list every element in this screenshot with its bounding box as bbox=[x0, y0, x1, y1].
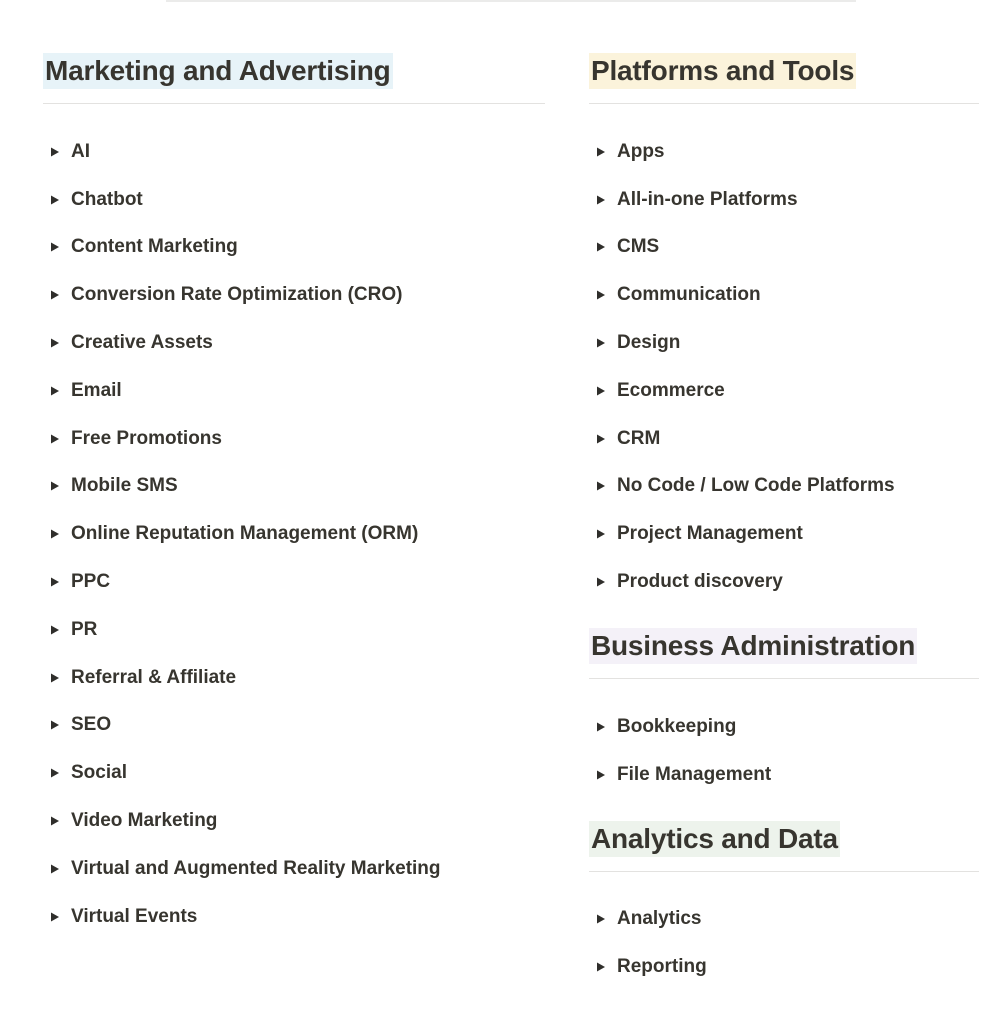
toggle-triangle-icon[interactable] bbox=[43, 577, 71, 587]
toggle-triangle-icon[interactable] bbox=[589, 242, 617, 252]
toggle-list-business bbox=[589, 679, 979, 799]
toggle-item-label: Social bbox=[71, 762, 127, 784]
toggle-item-label: Video Marketing bbox=[71, 810, 218, 832]
toggle-triangle-icon[interactable] bbox=[589, 914, 617, 924]
toggle-item-label: Product discovery bbox=[617, 571, 783, 593]
section-heading-wrap bbox=[589, 628, 979, 679]
toggle-triangle-icon[interactable] bbox=[589, 195, 617, 205]
toggle-triangle-icon[interactable] bbox=[589, 338, 617, 348]
toggle-triangle-icon[interactable] bbox=[43, 529, 71, 539]
toggle-item[interactable] bbox=[589, 271, 979, 319]
toggle-item[interactable] bbox=[43, 176, 545, 224]
toggle-item[interactable] bbox=[43, 271, 545, 319]
toggle-item-label: Communication bbox=[617, 284, 761, 306]
toggle-triangle-icon[interactable] bbox=[43, 912, 71, 922]
section-heading-wrap bbox=[589, 821, 979, 872]
toggle-item-label: Project Management bbox=[617, 523, 803, 545]
toggle-item-label: Design bbox=[617, 332, 681, 354]
toggle-item-label: Ecommerce bbox=[617, 379, 725, 401]
toggle-item[interactable] bbox=[43, 224, 545, 272]
toggle-item-label: AI bbox=[71, 140, 90, 162]
toggle-item-label: Analytics bbox=[617, 908, 702, 930]
toggle-triangle-icon[interactable] bbox=[43, 242, 71, 252]
right-column bbox=[589, 53, 979, 991]
toggle-item-label: Chatbot bbox=[71, 188, 143, 210]
toggle-triangle-icon[interactable] bbox=[589, 386, 617, 396]
section-marketing-and-advertising bbox=[43, 53, 545, 941]
toggle-triangle-icon[interactable] bbox=[43, 816, 71, 826]
section-analytics-and-data bbox=[589, 821, 979, 992]
toggle-item[interactable] bbox=[589, 128, 979, 176]
toggle-list-analytics bbox=[589, 872, 979, 992]
toggle-triangle-icon[interactable] bbox=[589, 770, 617, 780]
toggle-item[interactable] bbox=[589, 463, 979, 511]
toggle-item[interactable] bbox=[43, 367, 545, 415]
toggle-item-label: Mobile SMS bbox=[71, 475, 178, 497]
section-platforms-and-tools bbox=[589, 53, 979, 606]
section-heading-marketing: Marketing and Advertising bbox=[43, 53, 393, 89]
section-business-administration bbox=[589, 628, 979, 799]
toggle-item-label: Email bbox=[71, 379, 122, 401]
toggle-item-label: Free Promotions bbox=[71, 427, 222, 449]
toggle-item-label: Conversion Rate Optimization (CRO) bbox=[71, 284, 403, 306]
toggle-triangle-icon[interactable] bbox=[43, 864, 71, 874]
toggle-item-label: All-in-one Platforms bbox=[617, 188, 798, 210]
toggle-triangle-icon[interactable] bbox=[589, 529, 617, 539]
toggle-item[interactable] bbox=[589, 510, 979, 558]
toggle-item[interactable] bbox=[43, 702, 545, 750]
toggle-item[interactable] bbox=[43, 797, 545, 845]
toggle-item-label: Referral & Affiliate bbox=[71, 666, 237, 688]
toggle-triangle-icon[interactable] bbox=[589, 577, 617, 587]
toggle-list-marketing bbox=[43, 104, 545, 941]
toggle-item[interactable] bbox=[589, 896, 979, 944]
section-heading-wrap bbox=[43, 53, 545, 104]
toggle-list-platforms bbox=[589, 104, 979, 606]
toggle-triangle-icon[interactable] bbox=[589, 722, 617, 732]
toggle-item-label: PR bbox=[71, 618, 98, 640]
toggle-triangle-icon[interactable] bbox=[43, 338, 71, 348]
section-heading-wrap bbox=[589, 53, 979, 104]
toggle-item[interactable] bbox=[43, 415, 545, 463]
toggle-item[interactable] bbox=[589, 176, 979, 224]
toggle-item[interactable] bbox=[589, 558, 979, 606]
toggle-triangle-icon[interactable] bbox=[43, 481, 71, 491]
toggle-triangle-icon[interactable] bbox=[43, 195, 71, 205]
toggle-item-label: Bookkeeping bbox=[617, 715, 737, 737]
toggle-item-label: Creative Assets bbox=[71, 332, 213, 354]
toggle-item[interactable] bbox=[43, 319, 545, 367]
toggle-item[interactable] bbox=[43, 749, 545, 797]
toggle-item-label: SEO bbox=[71, 714, 112, 736]
toggle-item[interactable] bbox=[43, 510, 545, 558]
toggle-triangle-icon[interactable] bbox=[589, 481, 617, 491]
toggle-item-label: PPC bbox=[71, 571, 111, 593]
toggle-triangle-icon[interactable] bbox=[43, 386, 71, 396]
toggle-item[interactable] bbox=[43, 654, 545, 702]
toggle-triangle-icon[interactable] bbox=[589, 290, 617, 300]
toggle-triangle-icon[interactable] bbox=[43, 290, 71, 300]
toggle-triangle-icon[interactable] bbox=[589, 962, 617, 972]
toggle-triangle-icon[interactable] bbox=[43, 625, 71, 635]
toggle-item[interactable] bbox=[43, 128, 545, 176]
toggle-item-label: Online Reputation Management (ORM) bbox=[71, 523, 419, 545]
toggle-item[interactable] bbox=[43, 463, 545, 511]
toggle-triangle-icon[interactable] bbox=[43, 434, 71, 444]
toggle-item[interactable] bbox=[589, 367, 979, 415]
section-heading-platforms: Platforms and Tools bbox=[589, 53, 856, 89]
toggle-item-label: CMS bbox=[617, 236, 660, 258]
toggle-item[interactable] bbox=[43, 558, 545, 606]
toggle-triangle-icon[interactable] bbox=[43, 768, 71, 778]
toggle-triangle-icon[interactable] bbox=[43, 720, 71, 730]
toggle-item-label: File Management bbox=[617, 763, 772, 785]
toggle-item-label: Reporting bbox=[617, 956, 707, 978]
left-column bbox=[43, 53, 545, 941]
toggle-item-label: No Code / Low Code Platforms bbox=[617, 475, 895, 497]
toggle-triangle-icon[interactable] bbox=[43, 673, 71, 683]
toggle-item-label: CRM bbox=[617, 427, 661, 449]
section-heading-business: Business Administration bbox=[589, 628, 917, 664]
toggle-triangle-icon[interactable] bbox=[43, 147, 71, 157]
toggle-item-label: Virtual Events bbox=[71, 905, 198, 927]
toggle-item[interactable] bbox=[589, 319, 979, 367]
toggle-item[interactable] bbox=[589, 415, 979, 463]
toggle-item[interactable] bbox=[43, 606, 545, 654]
top-divider bbox=[166, 0, 856, 2]
toggle-item[interactable] bbox=[589, 224, 979, 272]
toggle-item-label: Virtual and Augmented Reality Marketing bbox=[71, 857, 441, 879]
section-heading-analytics: Analytics and Data bbox=[589, 821, 840, 857]
toggle-item[interactable] bbox=[589, 943, 979, 991]
toggle-item[interactable] bbox=[43, 845, 545, 893]
toggle-item-label: Apps bbox=[617, 140, 665, 162]
toggle-item[interactable] bbox=[589, 703, 979, 751]
toggle-item[interactable] bbox=[589, 751, 979, 799]
toggle-item-label: Content Marketing bbox=[71, 236, 238, 258]
toggle-triangle-icon[interactable] bbox=[589, 434, 617, 444]
toggle-triangle-icon[interactable] bbox=[589, 147, 617, 157]
toggle-item[interactable] bbox=[43, 893, 545, 941]
